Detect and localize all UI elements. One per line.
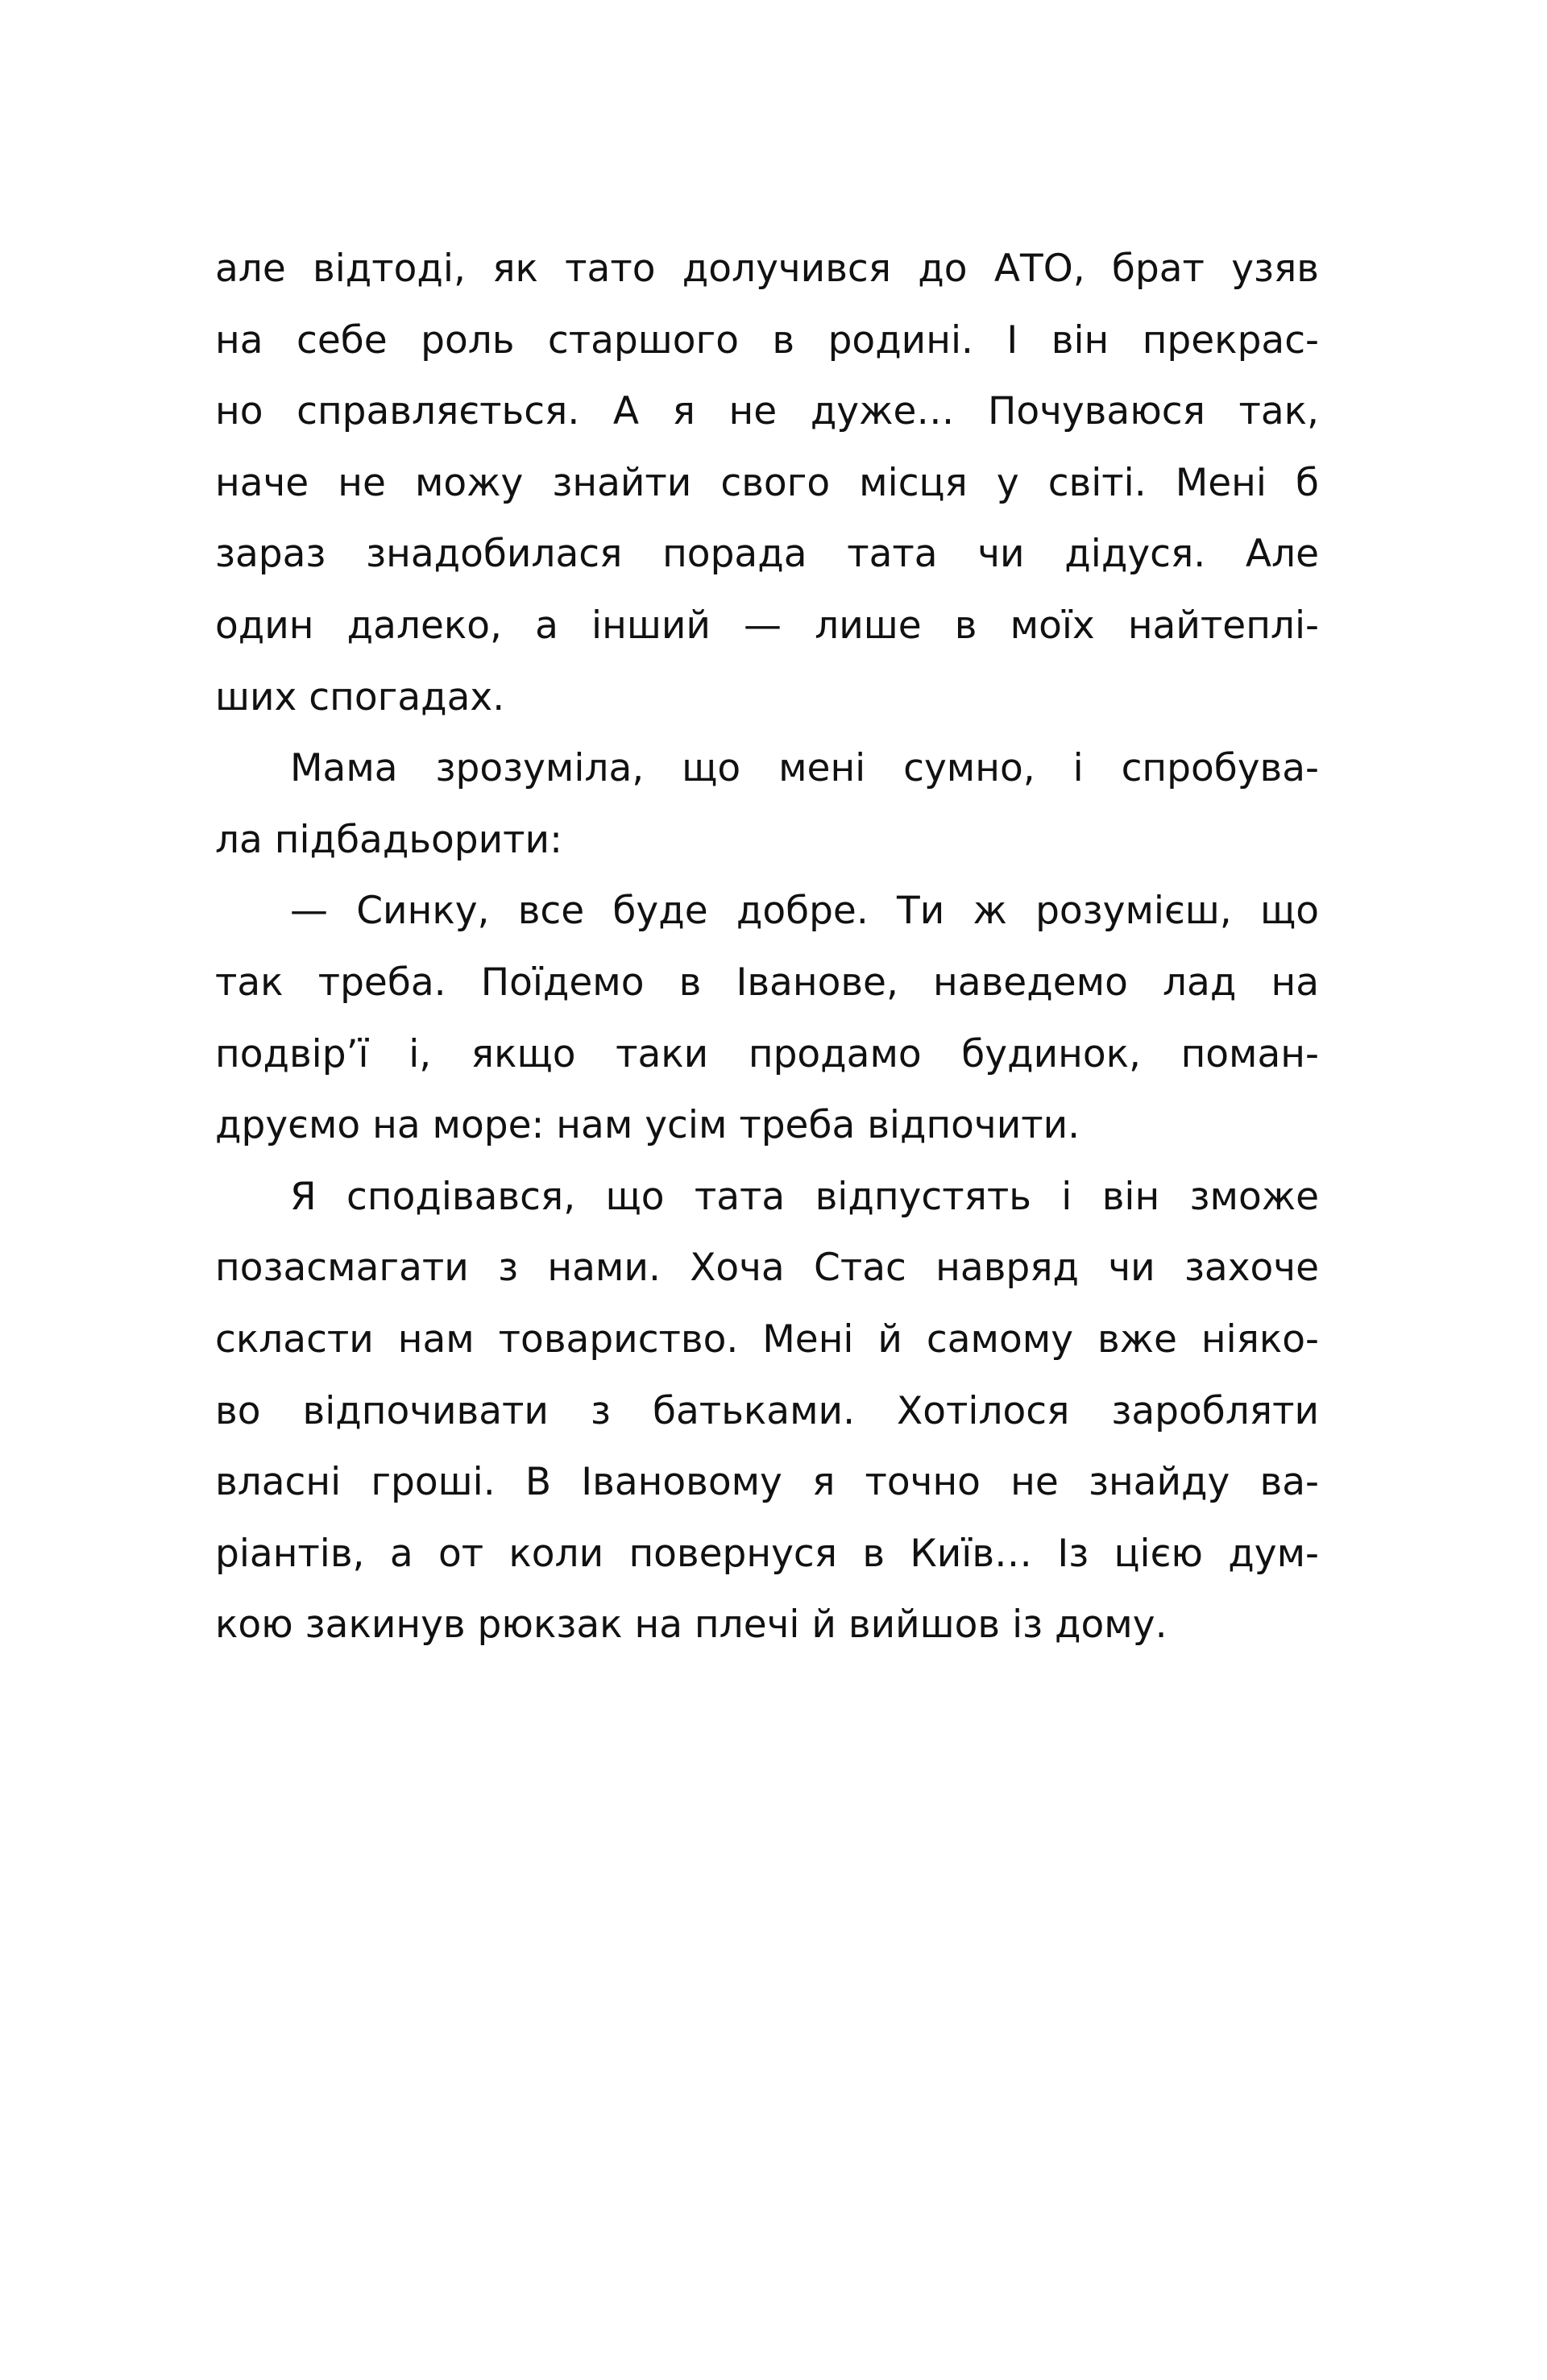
text-line: во відпочивати з батьками. Хотілося заробляти	[215, 1388, 1319, 1433]
text-line: наче не можу знайти свого місця у світі. Мені б	[215, 460, 1319, 505]
text-line: ла підбадьорити:	[215, 817, 562, 862]
text-line: власні гроші. В Івановому я точно не знайду ва-	[215, 1460, 1319, 1505]
text-line: но справляється. А я не дуже… Почуваюся так,	[215, 389, 1319, 434]
text-line: ріантів, а от коли повернуся в Київ… Із цією дум-	[215, 1531, 1319, 1576]
text-line: — Синку, все буде добре. Ти ж розумієш, що	[290, 889, 1319, 934]
book-page-text	[215, 234, 1319, 1661]
text-line: подвір’ї і, якщо таки продамо будинок, поман-	[215, 1031, 1319, 1076]
text-line: кою закинув рюкзак на плечі й вийшов із дому.	[215, 1603, 1168, 1648]
text-line: Я сподівався, що тата відпустять і він зможе	[290, 1174, 1319, 1219]
text-line: Мама зрозуміла, що мені сумно, і спробува-	[290, 746, 1319, 791]
text-line: зараз знадобилася порада тата чи дідуся. Але	[215, 532, 1319, 577]
text-line: друємо на море: нам усім треба відпочити.	[215, 1103, 1080, 1148]
text-line: позасмагати з нами. Хоча Стас навряд чи захоче	[215, 1246, 1319, 1291]
text-line: один далеко, а інший — лише в моїх найтеплі-	[215, 603, 1319, 648]
text-line: ших спогадах.	[215, 674, 505, 719]
text-line: на себе роль старшого в родині. І він прекрас-	[215, 317, 1319, 363]
text-line: так треба. Поїдемо в Іванове, наведемо лад на	[215, 960, 1319, 1005]
text-line: але відтоді, як тато долучився до АТО, брат узяв	[215, 247, 1319, 291]
text-line: скласти нам товариство. Мені й самому вже ніяко-	[215, 1316, 1319, 1362]
